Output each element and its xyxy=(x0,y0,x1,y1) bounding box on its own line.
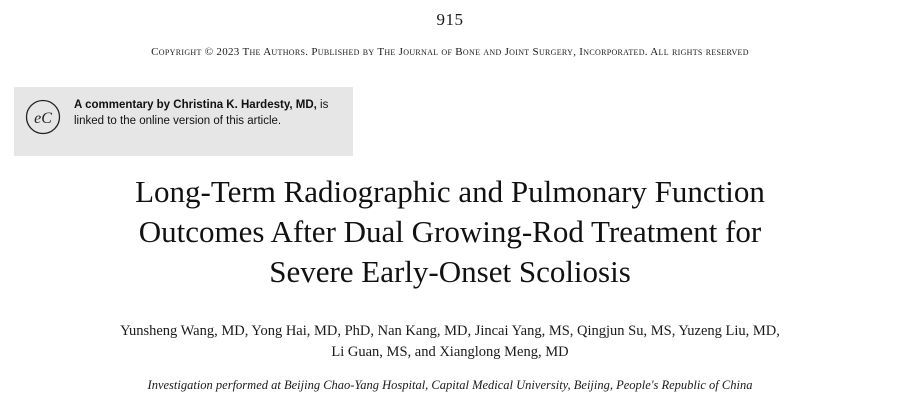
ec-icon-text: eC xyxy=(34,110,52,127)
commentary-author: A commentary by Christina K. Hardesty, MD, xyxy=(74,99,317,111)
title-line: Long-Term Radiographic and Pulmonary Function xyxy=(135,174,765,209)
copyright-notice: Copyright © 2023 The Authors. Published by The Journal of Bone and Joint Surgery, Incorporated. All rights reserved xyxy=(151,46,749,58)
ec-commentary-icon xyxy=(25,99,61,135)
author-list xyxy=(20,321,880,363)
title-line: Outcomes After Dual Growing-Rod Treatment for xyxy=(138,214,762,249)
commentary-link-note: is linked to the online version of this article. xyxy=(74,99,329,127)
author-line: Yunsheng Wang, MD, Yong Hai, MD, PhD, Nan Kang, MD, Jincai Yang, MS, Qingjun Su, MS, Yuzeng Liu, MD, xyxy=(120,323,780,339)
commentary-text xyxy=(74,97,346,129)
commentary-callout[interactable] xyxy=(14,87,353,156)
article-title xyxy=(20,172,880,292)
page-number: 915 xyxy=(436,10,464,29)
institution-affiliation: Investigation performed at Beijing Chao-Yang Hospital, Capital Medical University, Beijing, People's Republic of China xyxy=(147,378,753,392)
author-line: Li Guan, MS, and Xianglong Meng, MD xyxy=(331,344,569,360)
title-line: Severe Early-Onset Scoliosis xyxy=(269,254,631,289)
